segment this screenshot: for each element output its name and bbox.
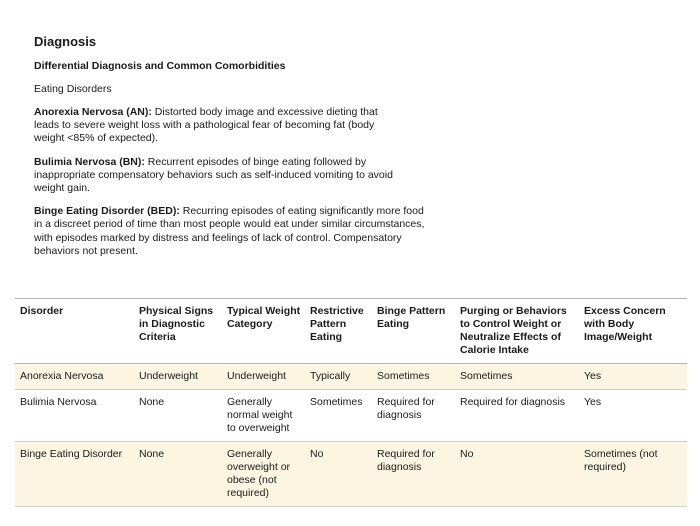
- cell-purging-behaviors: Required for diagnosis: [455, 390, 579, 442]
- table-row: [15, 364, 687, 390]
- definition-bulimia: [34, 156, 394, 196]
- diagnosis-section: [34, 34, 454, 268]
- cell-body-image-concern: Yes: [579, 364, 687, 390]
- table-row: [15, 442, 687, 507]
- table-header-row: [15, 299, 687, 364]
- eating-disorders-table: [15, 298, 687, 507]
- definition-text: Distorted body image and excessive dieting that leads to severe weight loss with a pathological fear of becoming fat (body weight <85% of expected).: [34, 106, 378, 145]
- cell-purging-behaviors: No: [455, 442, 579, 507]
- header-disorder: Disorder: [15, 299, 134, 364]
- definition-term: Anorexia Nervosa (AN):: [34, 106, 152, 118]
- cell-disorder: Anorexia Nervosa: [15, 364, 134, 390]
- header-purging-behaviors: Purging or Behaviors to Control Weight or Neutralize Effects of Calorie Intake: [455, 299, 579, 364]
- definition-binge-eating: [34, 205, 434, 258]
- definition-anorexia: [34, 106, 394, 146]
- cell-restrictive-eating: No: [305, 442, 372, 507]
- cell-body-image-concern: Sometimes (not required): [579, 442, 687, 507]
- definition-text: Recurrent episodes of binge eating followed by inappropriate compensatory behaviors such as self-induced vomiting to avoid weight gain.: [34, 155, 393, 195]
- cell-physical-signs: None: [134, 390, 222, 442]
- table-row: [15, 390, 687, 442]
- header-binge-eating: Binge Pattern Eating: [372, 299, 455, 364]
- cell-physical-signs: Underweight: [134, 364, 222, 390]
- cell-physical-signs: None: [134, 442, 222, 507]
- cell-disorder: Binge Eating Disorder: [15, 442, 134, 507]
- definition-term: Binge Eating Disorder (BED):: [34, 205, 180, 218]
- cell-weight-category: Generally normal weight to overweight: [222, 390, 305, 442]
- cell-binge-eating: Required for diagnosis: [372, 390, 455, 442]
- category-label: Eating Disorders: [34, 83, 112, 95]
- cell-body-image-concern: Yes: [579, 390, 687, 442]
- cell-purging-behaviors: Sometimes: [455, 364, 579, 390]
- definition-term: Bulimia Nervosa (BN):: [34, 155, 145, 168]
- cell-binge-eating: Sometimes: [372, 364, 455, 390]
- cell-binge-eating: Required for diagnosis: [372, 442, 455, 507]
- header-physical-signs: Physical Signs in Diagnostic Criteria: [134, 299, 222, 364]
- header-weight-category: Typical Weight Category: [222, 299, 305, 364]
- cell-weight-category: Underweight: [222, 364, 305, 390]
- cell-restrictive-eating: Typically: [305, 364, 372, 390]
- section-subtitle: Differential Diagnosis and Common Comorbidities: [34, 60, 286, 72]
- cell-restrictive-eating: Sometimes: [305, 390, 372, 442]
- definition-text: Recurring episodes of eating significantly more food in a discreet period of time than most people would eat under similar circumstances, with episodes marked by distress and feelings of lack of control. Compensatory behaviors not present.: [34, 205, 425, 257]
- cell-weight-category: Generally overweight or obese (not required): [222, 442, 305, 507]
- header-restrictive-eating: Restrictive Pattern Eating: [305, 299, 372, 364]
- cell-disorder: Bulimia Nervosa: [15, 390, 134, 442]
- header-body-image-concern: Excess Concern with Body Image/Weight: [579, 299, 687, 364]
- page-title: Diagnosis: [34, 34, 97, 49]
